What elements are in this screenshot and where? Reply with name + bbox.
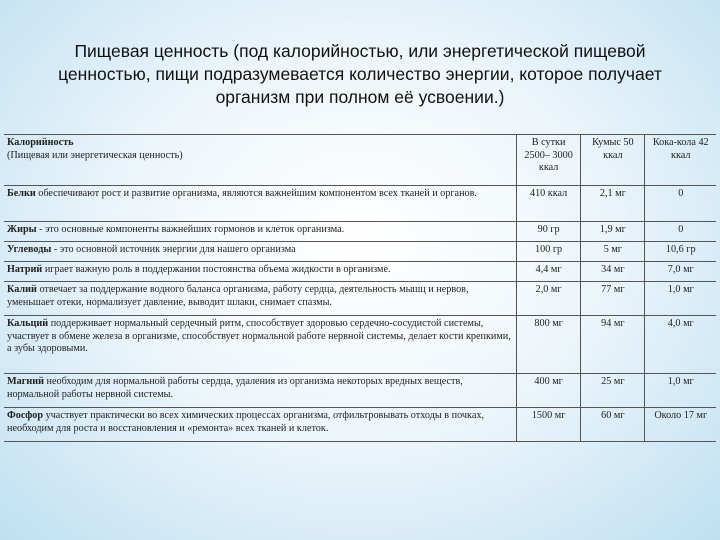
header-desc: (Пищевая или энергетическая ценность) <box>7 149 183 161</box>
value-kumys: 2,1 мг <box>581 186 645 222</box>
nutrient-description: обеспечивают рост и развитие организма, являются важнейшим компонентом всех тканей и органов. <box>35 188 477 199</box>
table-row <box>4 316 716 374</box>
table-row <box>4 242 716 262</box>
value-daily: 1500 мг <box>516 408 580 442</box>
value-cola: 0 <box>645 222 716 242</box>
value-cola: 1,0 мг <box>645 374 716 408</box>
table-row <box>4 374 716 408</box>
value-kumys: 60 мг <box>581 408 645 442</box>
table-row <box>4 282 716 316</box>
slide-title: Пищевая ценность (под калорийностью, или энергетической пищевой ценностью, пищи подразумевается количество энергии, которое получает организм при полном её усвоении.) <box>58 41 662 107</box>
nutrient-name: Жиры <box>7 224 37 235</box>
value-daily: 400 мг <box>516 374 580 408</box>
value-kumys: 5 мг <box>581 242 645 262</box>
row-description <box>4 222 516 242</box>
row-description <box>4 282 516 316</box>
value-cola: 10,6 гр <box>645 242 716 262</box>
value-kumys: 1,9 мг <box>581 222 645 242</box>
table-body <box>4 186 716 442</box>
row-description <box>4 242 516 262</box>
value-daily: 100 гр <box>516 242 580 262</box>
header-col-daily: В сутки 2500– 3000 ккал <box>516 135 580 186</box>
value-cola: 0 <box>645 186 716 222</box>
nutrient-name: Кальций <box>7 318 49 329</box>
header-name: Калорийность <box>7 137 74 148</box>
nutrient-name: Белки <box>7 188 36 199</box>
table-row <box>4 262 716 282</box>
value-daily: 90 гр <box>516 222 580 242</box>
table-row <box>4 222 716 242</box>
nutrient-name: Углеводы <box>7 244 52 255</box>
value-daily: 410 ккал <box>516 186 580 222</box>
nutrient-name: Магний <box>7 376 44 387</box>
header-cell <box>4 135 516 186</box>
value-kumys: 94 мг <box>581 316 645 374</box>
nutrition-table <box>4 134 716 442</box>
nutrient-description: играет важную роль в поддержании постоянства объема жидкости в организме. <box>42 264 391 275</box>
nutrient-description: участвует практически во всех химических процессах организма, отфильтровывать отходы в почках, необходим для роста и восстановления и «ремонта» всех тканей и клеток. <box>7 410 484 434</box>
nutrient-name: Натрий <box>7 264 43 275</box>
value-cola: 1,0 мг <box>645 282 716 316</box>
value-kumys: 77 мг <box>581 282 645 316</box>
table-row <box>4 186 716 222</box>
value-cola: 7,0 мг <box>645 262 716 282</box>
nutrient-name: Калий <box>7 284 37 295</box>
value-daily: 4,4 мг <box>516 262 580 282</box>
header-col-cola: Кока-кола 42 ккал <box>645 135 716 186</box>
value-daily: 2,0 мг <box>516 282 580 316</box>
nutrient-name: Фосфор <box>7 410 44 421</box>
nutrient-description: отвечает за поддержание водного баланса организма, работу сердца, деятельность мышц и нервов, уменьшает отеки, нормализует давление, выводит шлаки, снимает спазмы. <box>7 284 469 308</box>
nutrient-description: необходим для нормальной работы сердца, удаления из организма некоторых вредных веществ, нормальной работы нервной системы. <box>7 376 463 400</box>
row-description <box>4 408 516 442</box>
value-daily: 800 мг <box>516 316 580 374</box>
value-cola: Около 17 мг <box>645 408 716 442</box>
value-cola: 4,0 мг <box>645 316 716 374</box>
header-col-kumys: Кумыс 50 ккал <box>581 135 645 186</box>
nutrient-description: - это основные компоненты важнейших гормонов и клеток организма. <box>36 224 345 235</box>
row-description <box>4 186 516 222</box>
row-description <box>4 262 516 282</box>
row-description <box>4 316 516 374</box>
row-description <box>4 374 516 408</box>
nutrient-description: - это основной источник энергии для нашего организма <box>51 244 296 255</box>
value-kumys: 34 мг <box>581 262 645 282</box>
value-kumys: 25 мг <box>581 374 645 408</box>
table-row <box>4 408 716 442</box>
nutrient-description: поддерживает нормальный сердечный ритм, способствует здоровью сердечно-сосудистой системы, участвует в обмене железа в организме, способствует нормальной работе нервной системы, делает кости крепкими, а зубы здоровыми. <box>7 318 511 354</box>
table-header-row <box>4 135 716 186</box>
